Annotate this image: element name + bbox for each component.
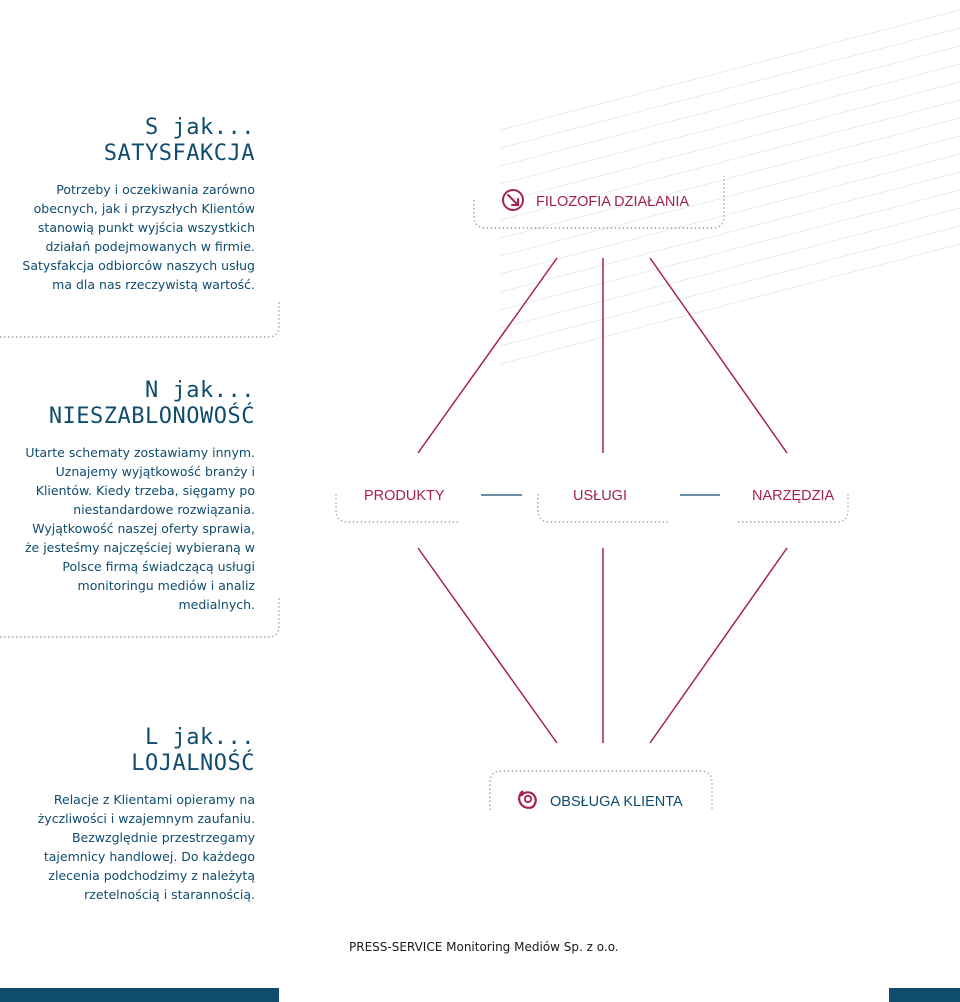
section-prefix: N jak...: [145, 378, 255, 403]
connector-line: [418, 258, 557, 453]
node-produkty: PRODUKTY: [364, 488, 445, 504]
footer-bar-right: [889, 988, 960, 1002]
section-body: Utarte schematy zostawiamy innym. Uznajemy wyjątkowość branży i Klientów. Kiedy trzeba, sięgamy po niestandardowe rozwiązania. Wyjątkowość naszej oferty sprawia, że jesteśmy najczęściej wybieraną w Polsce firmą świadczącą usługi monitoringu mediów i analiz medialnych.: [24, 444, 255, 612]
node-filozofia-dzialania: FILOZOFIA DZIAŁANIA: [536, 194, 690, 210]
footer-bar-left: [0, 988, 279, 1002]
node-uslugi: USŁUGI: [573, 488, 627, 504]
connector-line: [650, 258, 787, 453]
section-prefix: L jak...: [145, 725, 255, 750]
footer-company: PRESS-SERVICE Monitoring Mediów Sp. z o.o.: [349, 940, 619, 954]
section-body: Potrzeby i oczekiwania zarówno obecnych, jak i przyszłych Klientów stanowią punkt wyjścia wszystkich działań podejmowanych w firmie. Satysfakcja odbiorców naszych usług ma dla nas rzeczywistą wartość.: [22, 181, 255, 292]
section-satysfakcja: [15, 115, 255, 294]
node-narzedzia: NARZĘDZIA: [752, 488, 835, 504]
section-prefix: S jak...: [145, 115, 255, 140]
section-title: NIESZABLONOWOŚĆ: [48, 404, 255, 430]
connector-line: [650, 548, 787, 743]
refresh-circle-icon: [519, 791, 536, 808]
section-nieszablonowosc: [15, 378, 255, 614]
section-lojalnosc: [15, 725, 255, 904]
node-obsluga-klienta: OBSŁUGA KLIENTA: [550, 794, 683, 810]
section-body: Relacje z Klientami opieramy na życzliwości i wzajemnym zaufaniu. Bezwzględnie przestrzegamy tajemnicy handlowej. Do każdego zlecenia podchodzimy z należytą rzetelnością i starannością.: [37, 791, 255, 902]
section-separator: [0, 300, 279, 337]
section-title: LOJALNOŚĆ: [131, 751, 255, 777]
section-title: SATYSFAKCJA: [103, 141, 255, 167]
arrow-circle-icon: [503, 190, 523, 210]
connector-line: [418, 548, 557, 743]
